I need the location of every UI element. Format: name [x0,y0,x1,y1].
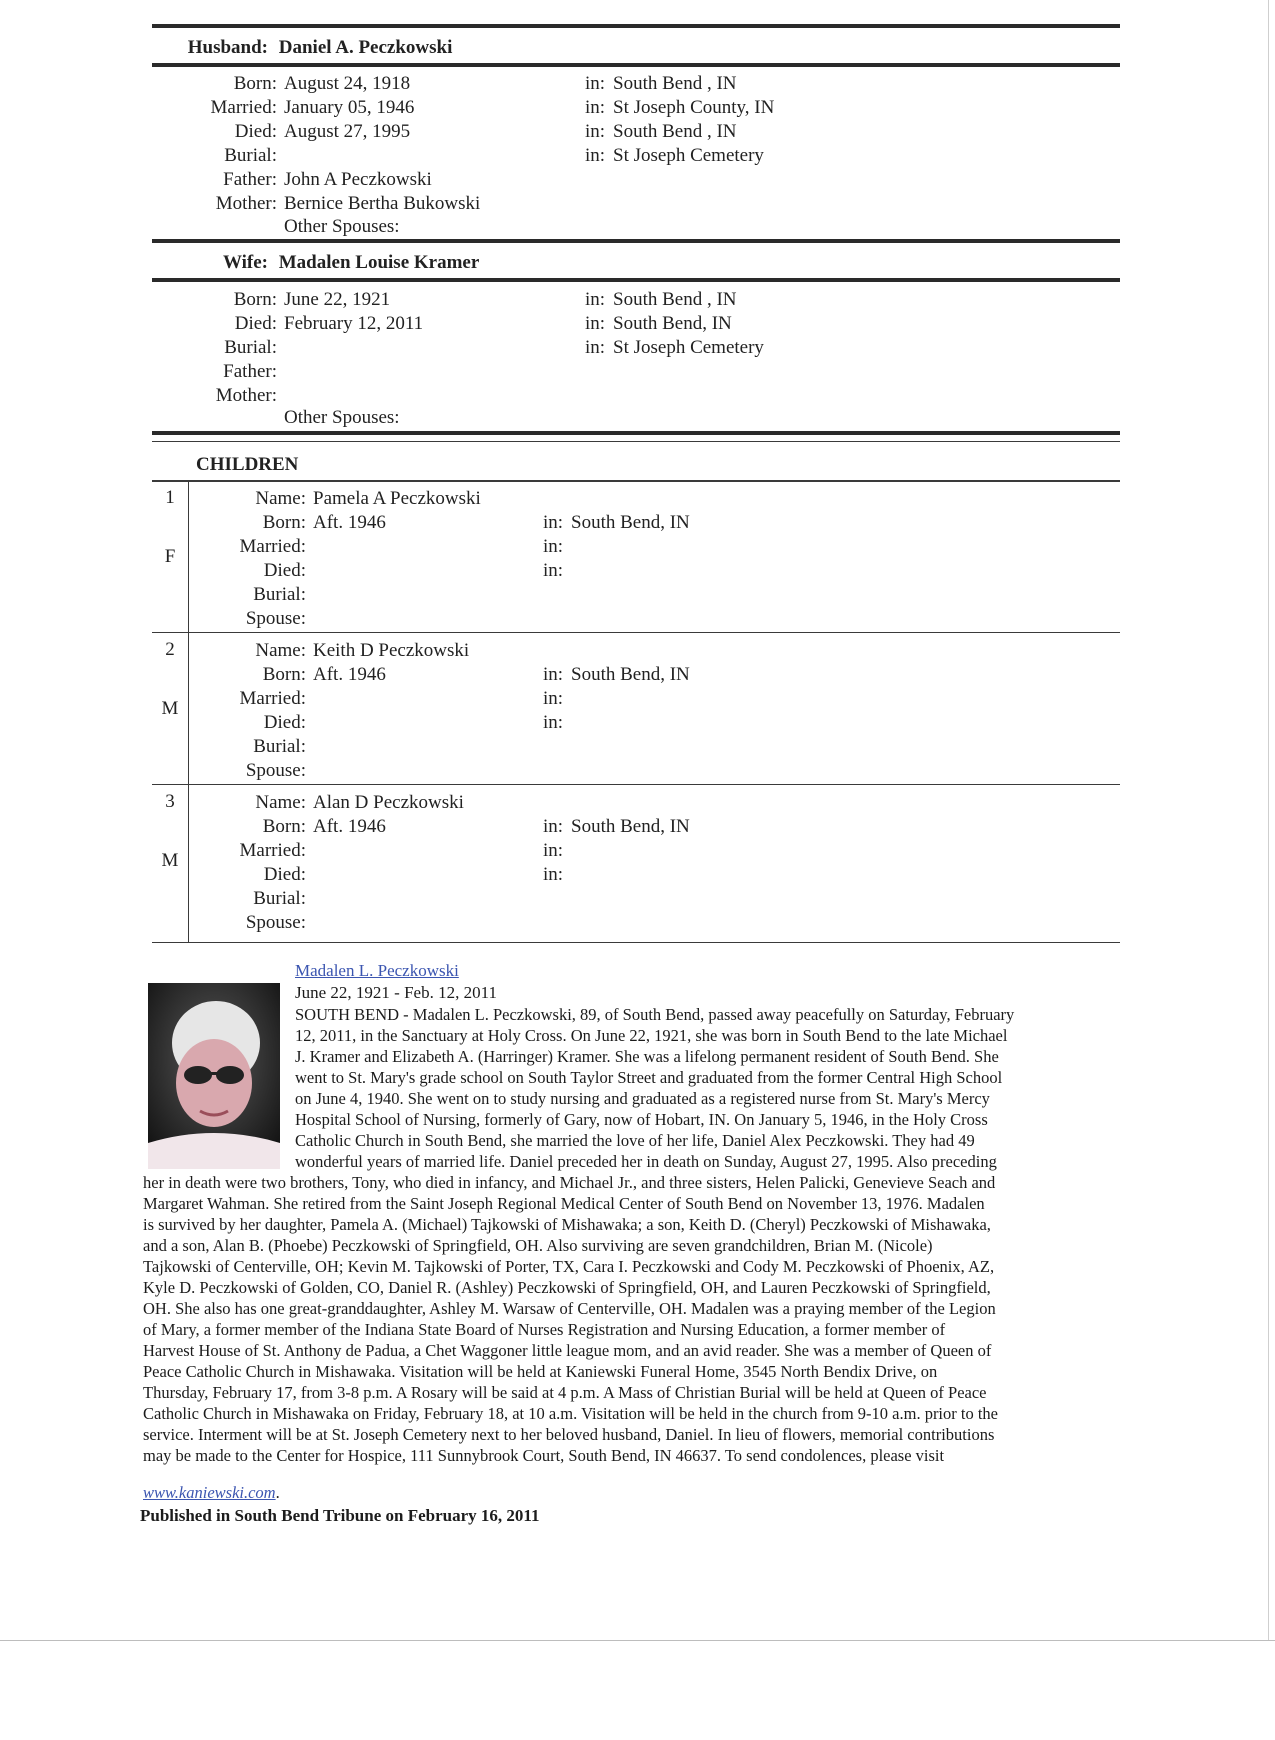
wife-row-value: February 12, 2011 [284,313,424,334]
child-place: South Bend, IN [571,512,690,533]
husband-row-value: August 24, 1918 [284,73,411,94]
obituary-line: 12, 2011, in the Sanctuary at Holy Cross. On June 22, 1921, she was born in South Bend to the late Michael [295,1026,1008,1045]
obituary-line: Hospital School of Nursing, formerly of Gary, now of Hobart, IN. On January 5, 1946, in the Holy Cross [295,1110,988,1129]
obituary-line: Thursday, February 17, from 3-8 p.m. A Rosary will be said at 4 p.m. A Mass of Christian Burial will be held at Queen of Peace [143,1383,987,1402]
child-number: 2 [165,639,175,660]
obituary-line: SOUTH BEND - Madalen L. Peczkowski, 89, of South Bend, passed away peacefully on Saturday, February [295,1005,1015,1024]
husband-rule [152,63,1120,67]
obituary-line: Harvest House of St. Anthony de Padua, a Chet Waggoner little league mom, and an avid reader. She was a member of Queen of [143,1341,992,1360]
child-place-label: in: [543,560,564,581]
wife-row-place: St Joseph Cemetery [613,337,764,358]
obituary-line: of Mary, a former member of the Indiana State Board of Nurses Registration and Nursing Education, a former member of [143,1320,946,1339]
obituary-line: may be made to the Center for Hospice, 111 Sunnybrook Court, South Bend, IN 46637. To send condolences, please visit [143,1446,945,1465]
husband-row-place: St Joseph County, IN [613,97,775,118]
child-number: 3 [165,791,175,812]
husband-row-label: Died: [234,121,277,142]
top-rule [152,24,1120,28]
husband-row-label: Burial: [224,145,277,166]
child-place-label: in: [543,664,564,685]
obituary-line: is survived by her daughter, Pamela A. (Michael) Tajkowski of Mishawaka; a son, Keith D. (Cheryl) Peczkowski of Mishawaka, [143,1215,991,1234]
child-value: Aft. 1946 [313,816,386,837]
husband-header [140,37,452,59]
scan-right-edge [1268,0,1269,1640]
child-label: Born: [262,664,306,685]
child-label: Born: [262,512,306,533]
child-label: Born: [262,816,306,837]
child-label: Spouse: [245,608,306,629]
wife-row-place: South Bend, IN [613,313,732,334]
obituary-published: Published in South Bend Tribune on February 16, 2011 [140,1506,540,1525]
child-sex: F [164,546,176,567]
obituary-photo [148,983,280,1169]
wife-header [140,252,479,274]
wife-other-spouses: Other Spouses: [284,407,400,428]
child-place: South Bend, IN [571,816,690,837]
obituary-line: Margaret Wahman. She retired from the Saint Joseph Regional Medical Center of South Bend on November 13, 1976. Madalen [143,1194,985,1213]
child-value: Alan D Peczkowski [313,792,464,813]
child-value: Keith D Peczkowski [313,640,470,661]
children-top-thin-rule [152,441,1120,442]
child-label: Name: [255,640,306,661]
child-label: Married: [239,840,306,861]
child-place-label: in: [543,816,564,837]
husband-row-value: Bernice Bertha Bukowski [284,193,481,214]
child-label: Name: [255,488,306,509]
child-place-label: in: [543,688,564,709]
children-bottom-rule [152,942,1120,943]
wife-top-rule [152,239,1120,243]
husband-row-place: South Bend , IN [613,73,737,94]
wife-row-label: Mother: [215,385,277,406]
wife-row-label: Born: [233,289,277,310]
child-label: Burial: [253,736,306,757]
child-label: Died: [263,560,306,581]
obituary-line: and a son, Alan B. (Phoebe) Peczkowski of Springfield, OH. Also surviving are seven grandchildren, Brian M. (Nicole) [143,1236,933,1255]
scan-bottom-edge [0,1640,1275,1641]
child-label: Spouse: [245,760,306,781]
obituary-line: service. Interment will be at St. Joseph Cemetery next to her beloved husband, Daniel. In lieu of flowers, memorial contributions [143,1425,995,1444]
wife-row-label: Died: [234,313,277,334]
obituary-line: Catholic Church in South Bend, she married the love of her life, Daniel Alex Peczkowski. They had 49 [295,1131,975,1150]
child-divider [152,784,1120,785]
child-sex: M [161,698,179,719]
child-place-label: in: [543,840,564,861]
obituary-website-link[interactable]: www.kaniewski.com [143,1483,276,1502]
obituary-dates: June 22, 1921 - Feb. 12, 2011 [295,983,497,1002]
child-number: 1 [165,487,175,508]
children-heading-rule [152,480,1120,482]
husband-row-label: Born: [233,73,277,94]
child-label: Burial: [253,888,306,909]
husband-row-value: January 05, 1946 [284,97,415,118]
child-place-label: in: [543,536,564,557]
husband-row-label: Married: [210,97,277,118]
child-label: Spouse: [245,912,306,933]
child-place-label: in: [543,864,564,885]
wife-row-label: Father: [223,361,277,382]
husband-row-place: St Joseph Cemetery [613,145,764,166]
children-heading: CHILDREN [196,454,299,475]
obituary-line: OH. She also has one great-granddaughter, Ashley M. Warsaw of Centerville, OH. Madalen was a praying member of the Legion [143,1299,996,1318]
child-label: Married: [239,688,306,709]
child-place-label: in: [543,712,564,733]
child-value: Aft. 1946 [313,512,386,533]
wife-header-label: Wife: [222,252,268,273]
obituary-line: Kyle D. Peczkowski of Golden, CO, Daniel R. (Ashley) Peczkowski of Springfield, OH, and Lauren Peczkowski of Springfield, [143,1278,991,1297]
obituary-line: her in death were two brothers, Tony, who died in infancy, and Michael Jr., and three sisters, Helen Palicki, Genevieve Seach and [143,1173,996,1192]
obituary-line: Catholic Church in Mishawaka on Friday, February 18, at 10 a.m. Visitation will be held in the church from 9-10 a.m. prior to the [143,1404,999,1423]
child-label: Died: [263,864,306,885]
husband-row-label: Father: [223,169,277,190]
wife-row-value: June 22, 1921 [284,289,391,310]
husband-row-place: South Bend , IN [613,121,737,142]
husband-row-place-label: in: [585,97,606,118]
husband-header-label: Husband: [187,37,268,58]
obituary-website-suffix: . [275,1483,280,1502]
obituary-line: wonderful years of married life. Daniel preceded her in death on Sunday, August 27, 1995. Also preceding [295,1152,997,1171]
husband-row-place-label: in: [585,121,606,142]
child-label: Burial: [253,584,306,605]
obituary-line: Tajkowski of Centerville, OH; Kevin M. Tajkowski of Porter, TX, Cara I. Peczkowski and Cody M. Peczkowski of Phoenix, AZ, [143,1257,995,1276]
children-top-rule [152,431,1120,435]
husband-name: Daniel A. Peczkowski [278,37,453,58]
husband-other-spouses: Other Spouses: [284,216,400,237]
child-sex: M [161,850,179,871]
wife-row-place-label: in: [585,289,606,310]
child-label: Name: [255,792,306,813]
wife-name: Madalen Louise Kramer [278,252,480,273]
husband-row-place-label: in: [585,145,606,166]
obituary-line: on June 4, 1940. She went on to study nursing and graduated as a registered nurse from St. Mary's Mercy [295,1089,990,1108]
husband-row-value: August 27, 1995 [284,121,411,142]
wife-row-place-label: in: [585,313,606,334]
obituary-name-link[interactable]: Madalen L. Peczkowski [295,961,459,980]
child-place-label: in: [543,512,564,533]
child-label: Married: [239,536,306,557]
obituary-website-line [143,1482,280,1503]
husband-row-label: Mother: [215,193,277,214]
obituary-line: J. Kramer and Elizabeth A. (Harringer) Kramer. She was a lifelong permanent resident of South Bend. She [295,1047,999,1066]
obituary-line: went to St. Mary's grade school on South Taylor Street and graduated from the former Central High School [295,1068,1003,1087]
wife-row-place-label: in: [585,337,606,358]
child-label: Died: [263,712,306,733]
obituary-line: Peace Catholic Church in Mishawaka. Visitation will be held at Kaniewski Funeral Home, 3545 North Bendix Drive, on [143,1362,938,1381]
husband-row-place-label: in: [585,73,606,94]
child-place: South Bend, IN [571,664,690,685]
child-value: Aft. 1946 [313,664,386,685]
husband-row-value: John A Peczkowski [284,169,432,190]
wife-row-place: South Bend , IN [613,289,737,310]
wife-rule [152,278,1120,282]
wife-row-label: Burial: [224,337,277,358]
child-value: Pamela A Peczkowski [313,488,481,509]
child-divider [152,632,1120,633]
